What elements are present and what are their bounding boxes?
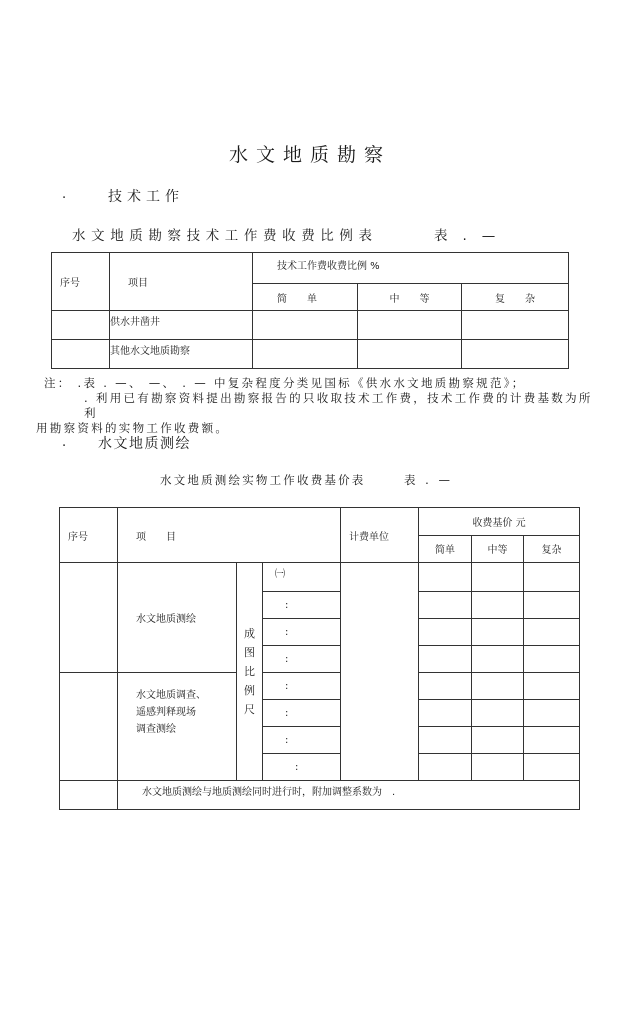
- scale-label-char: 比: [244, 665, 255, 678]
- section1-title: 技术工作: [108, 189, 184, 205]
- price-simple: [419, 700, 472, 727]
- group1-item: 水文地质测绘: [118, 563, 237, 673]
- table2-caption: 水文地质测绘实物工作收费基价表: [160, 473, 366, 487]
- header-item: 项目: [110, 253, 253, 311]
- scale-label: [237, 563, 263, 781]
- scale-value: :: [263, 673, 341, 700]
- cell-medium: [358, 340, 462, 369]
- price-simple: [419, 592, 472, 619]
- price-medium: [472, 727, 524, 754]
- price-simple: [419, 563, 472, 592]
- price-medium: [472, 592, 524, 619]
- cell-item: 供水井凿井: [110, 311, 253, 340]
- table1-caption: 水文地质勘察技术工作费收费比例表: [72, 228, 378, 244]
- price-complex: [524, 673, 580, 700]
- price-medium: [472, 754, 524, 781]
- cell-seq: [52, 340, 110, 369]
- table1-tag-dash: —: [481, 228, 501, 244]
- table-footer-row: [60, 781, 580, 810]
- scale-label-char: 图: [244, 646, 255, 659]
- price-complex: [524, 754, 580, 781]
- footer-seq: [60, 781, 118, 810]
- tech-fee-ratio-table: [51, 252, 569, 369]
- header-complex: 复 杂: [462, 284, 569, 311]
- scale-value: :: [263, 619, 341, 646]
- group2-item-line: 遥感判释现场: [136, 707, 196, 718]
- price-medium: [472, 619, 524, 646]
- header-complex: 复杂: [524, 535, 580, 563]
- header-ratio-group: 技术工作费收费比例 %: [253, 253, 569, 284]
- section2-title: 水文地质测绘: [98, 436, 191, 452]
- price-complex: [524, 619, 580, 646]
- table-row: [60, 563, 580, 592]
- price-medium: [472, 646, 524, 673]
- section2-number: .: [62, 435, 67, 450]
- price-complex: [524, 592, 580, 619]
- group2-item-line: 水文地质调查、: [136, 690, 206, 701]
- header-medium: 中 等: [358, 284, 462, 311]
- scale-label-char: 成: [244, 627, 255, 640]
- price-complex: [524, 646, 580, 673]
- survey-base-price-table: [59, 507, 580, 810]
- scale-value: :: [263, 754, 341, 781]
- table-row: [60, 673, 580, 700]
- scale-value: ㈠: [263, 563, 341, 592]
- table1-tag: [434, 224, 500, 244]
- note-line-3: 用勘察资料的实物工作收费额。: [36, 421, 230, 435]
- header-seq: 序号: [60, 508, 118, 563]
- scale-label-char: 例: [244, 684, 255, 697]
- scale-value: :: [263, 592, 341, 619]
- cell-simple: [253, 340, 358, 369]
- price-simple: [419, 646, 472, 673]
- cell-complex: [462, 311, 569, 340]
- group2-seq: [60, 673, 118, 781]
- cell-item: 其他水文地质勘察: [110, 340, 253, 369]
- header-medium: 中等: [472, 535, 524, 563]
- table1-tag-prefix: 表: [434, 228, 453, 244]
- section1-number: .: [62, 187, 67, 202]
- group1-seq: [60, 563, 118, 673]
- cell-medium: [358, 311, 462, 340]
- table2-tag: 表 . —: [404, 473, 453, 487]
- note-line-1: 注： .表 . —、 —、 . — 中复杂程度分类见国标《供水水文地质勘察规范》；: [44, 376, 526, 390]
- price-simple: [419, 673, 472, 700]
- price-medium: [472, 673, 524, 700]
- price-simple: [419, 619, 472, 646]
- scale-value: :: [263, 646, 341, 673]
- scale-value: :: [263, 700, 341, 727]
- document-title: 水文地质勘察: [228, 144, 391, 166]
- price-medium: [472, 700, 524, 727]
- header-simple: 简单: [419, 535, 472, 563]
- group2-item: [118, 673, 237, 781]
- cell-simple: [253, 311, 358, 340]
- table1-tag-dot: .: [462, 228, 472, 244]
- price-simple: [419, 727, 472, 754]
- table-row: [52, 340, 569, 369]
- header-seq: 序号: [52, 253, 110, 311]
- note-line-2: . 利用已有勘察资料提出勘察报告的只收取技术工作费，技术工作费的计费基数为所利: [84, 391, 593, 420]
- table1-note: [36, 376, 604, 436]
- unit-cell: [341, 563, 419, 781]
- scale-label-char: 尺: [244, 703, 255, 716]
- group2-item-line: 调查测绘: [136, 724, 176, 735]
- cell-seq: [52, 311, 110, 340]
- header-simple: 简 单: [253, 284, 358, 311]
- header-price-group: 收费基价 元: [419, 508, 580, 536]
- price-simple: [419, 754, 472, 781]
- scale-value: :: [263, 727, 341, 754]
- footer-note: 水文地质测绘与地质测绘同时进行时，附加调整系数为 .: [118, 781, 580, 810]
- table-row: [52, 311, 569, 340]
- price-complex: [524, 727, 580, 754]
- price-complex: [524, 700, 580, 727]
- price-medium: [472, 563, 524, 592]
- cell-complex: [462, 340, 569, 369]
- header-item: 项 目: [118, 508, 341, 563]
- header-unit: 计费单位: [341, 508, 419, 563]
- price-complex: [524, 563, 580, 592]
